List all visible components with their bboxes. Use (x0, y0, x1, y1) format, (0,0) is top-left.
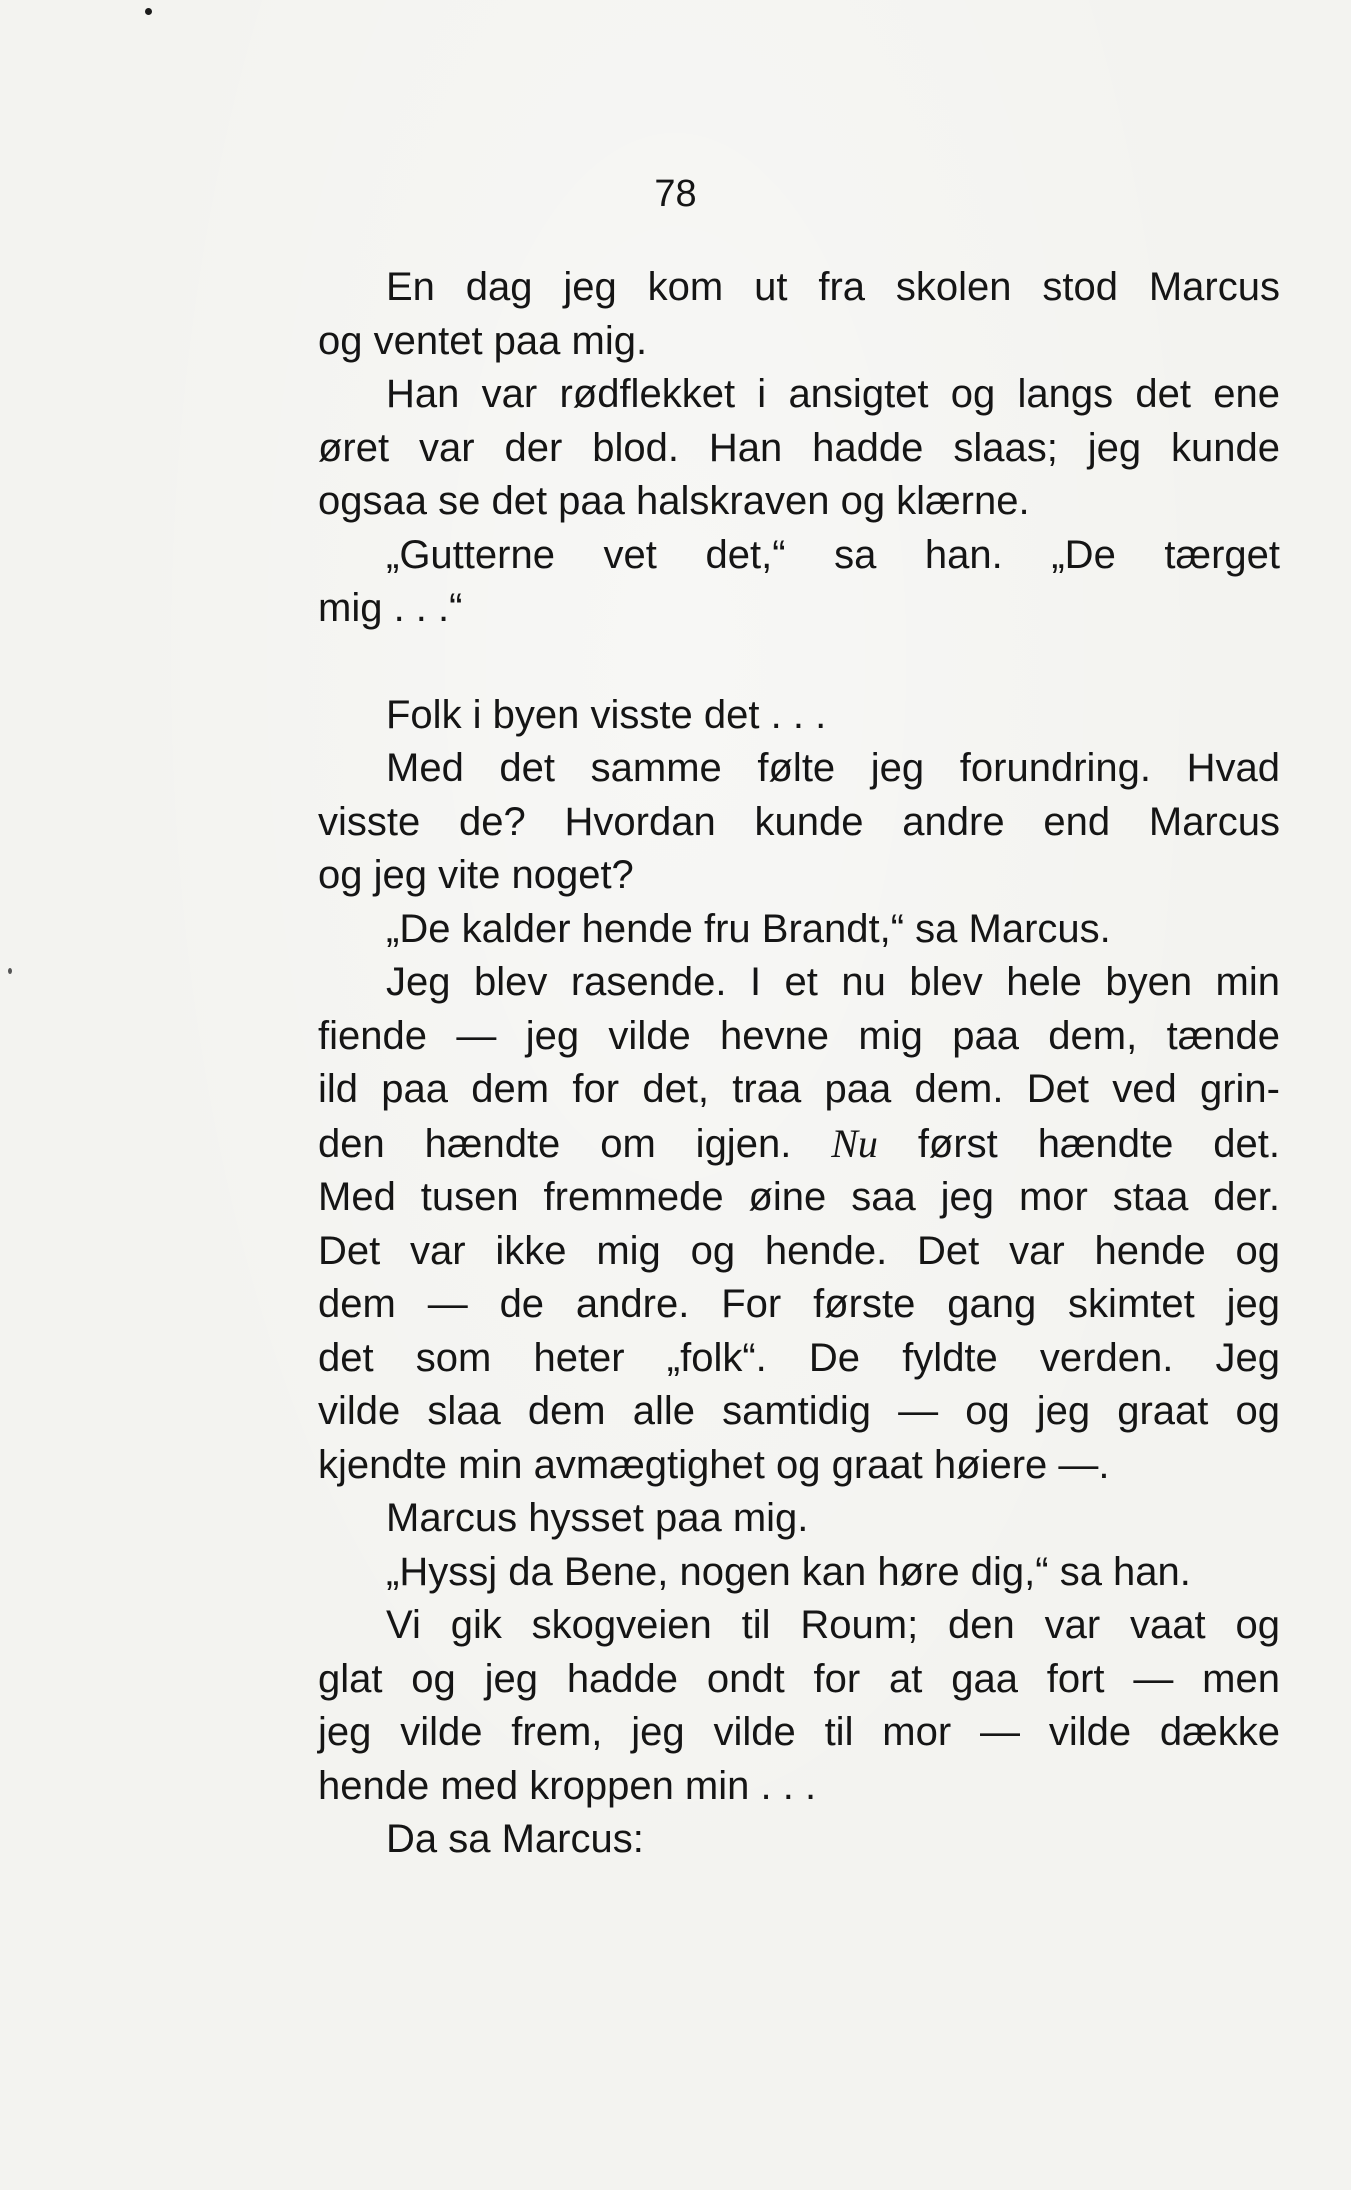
paragraph (318, 903, 1280, 957)
paragraph (318, 742, 1280, 903)
text-line: Da sa Marcus: (386, 1817, 644, 1861)
text-line: Han var rødflekket i ansigtet og langs det ene (386, 372, 1280, 416)
text-line: Det var ikke mig og hende. Det var hende og (318, 1228, 1280, 1273)
text-line: ild paa dem for det, traa paa dem. Det ved grin- (318, 1067, 1280, 1111)
page-number: 78 (654, 173, 697, 215)
text-line: Marcus hysset paa mig. (386, 1496, 809, 1540)
text-line: det som heter „folk“. De fyldte verden. Jeg (318, 1335, 1280, 1380)
paragraph (318, 368, 1280, 529)
text-line: og jeg vite noget? (318, 853, 634, 897)
text-line: jeg vilde frem, jeg vilde til mor — vilde dække (318, 1710, 1280, 1754)
text-line: „De kalder hende fru Brandt,“ sa Marcus. (386, 906, 1111, 951)
text-line: fiende — jeg vilde hevne mig paa dem, tænde (318, 1013, 1280, 1058)
text-line: „Gutterne vet det,“ sa han. „De tærget (386, 532, 1280, 577)
text-line: „Hyssj da Bene, nogen kan høre dig,“ sa han. (386, 1549, 1191, 1594)
emphasized-word: Nu (831, 1120, 878, 1166)
paragraph (318, 956, 1280, 1492)
paragraph (318, 1599, 1280, 1813)
text-line: dem — de andre. For første gang skimtet jeg (318, 1282, 1280, 1326)
text-line: Jeg blev rasende. I et nu blev hele byen min (386, 960, 1280, 1004)
ink-speck (145, 8, 152, 15)
text-segment: den hændte om igjen. (318, 1121, 792, 1166)
paragraph (318, 689, 1280, 743)
paragraph (318, 1813, 1280, 1867)
paragraph (318, 1492, 1280, 1546)
text-line: hende med kroppen min . . . (318, 1763, 817, 1808)
text-line: Med tusen fremmede øine saa jeg mor staa der. (318, 1175, 1280, 1219)
body-text (318, 261, 1280, 1867)
text-line-with-emphasis (318, 1117, 1280, 1172)
paragraph (318, 529, 1280, 636)
text-line: øret var der blod. Han hadde slaas; jeg kunde (318, 425, 1280, 470)
text-line: En dag jeg kom ut fra skolen stod Marcus (386, 265, 1280, 309)
text-line: ogsaa se det paa halskraven og klærne. (318, 479, 1030, 523)
text-line: visste de? Hvordan kunde andre end Marcus (318, 799, 1280, 844)
text-line: kjendte min avmægtighet og graat høiere —. (318, 1442, 1110, 1487)
paragraph (318, 261, 1280, 368)
ink-speck (8, 968, 12, 974)
text-line: Folk i byen visste det . . . (386, 692, 827, 737)
text-line: Med det samme følte jeg forundring. Hvad (386, 746, 1280, 790)
paragraph (318, 1546, 1280, 1600)
text-line: Vi gik skogveien til Roum; den var vaat og (386, 1603, 1280, 1647)
text-segment: først hændte det. (917, 1121, 1280, 1166)
text-line: vilde slaa dem alle samtidig — og jeg graat og (318, 1389, 1280, 1433)
text-line: mig . . .“ (318, 586, 463, 630)
text-line: glat og jeg hadde ondt for at gaa fort — men (318, 1656, 1280, 1701)
text-line: og ventet paa mig. (318, 318, 648, 363)
